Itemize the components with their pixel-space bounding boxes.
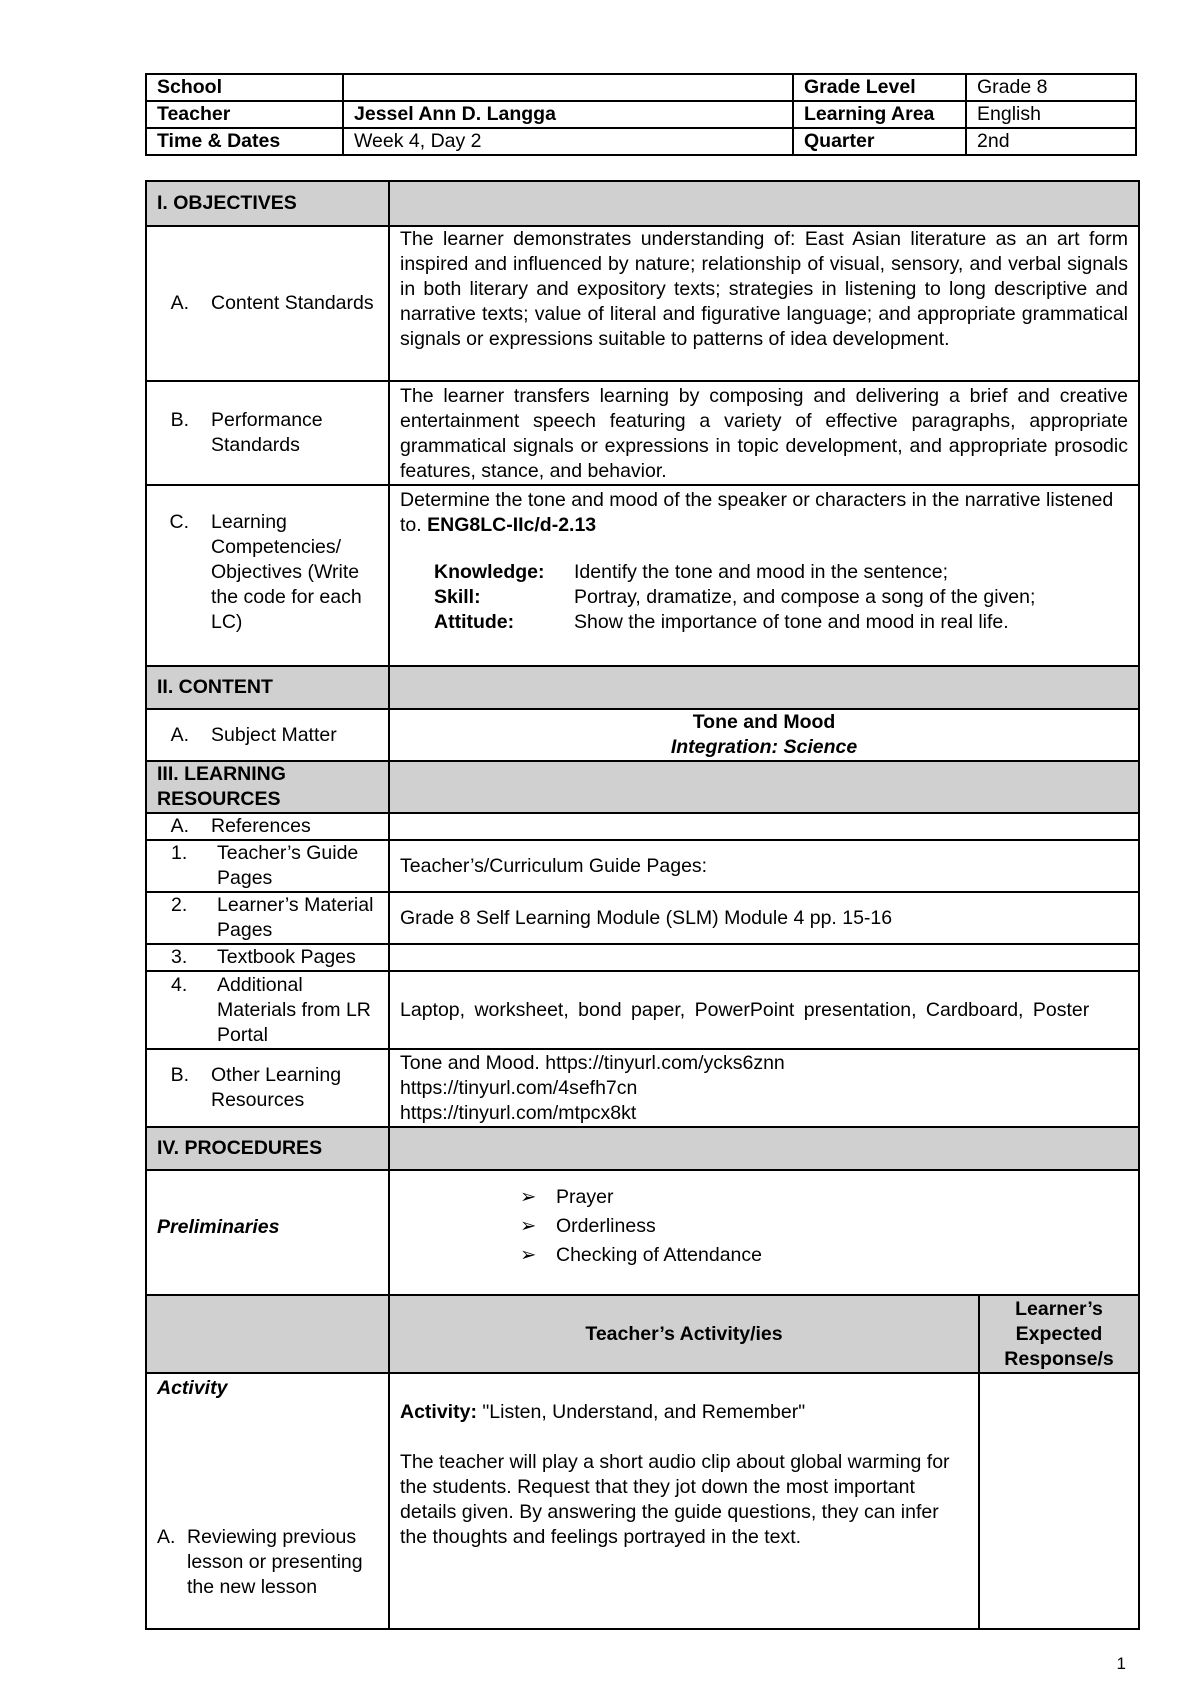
subject-matter-value <box>389 709 1139 761</box>
procedures-heading: IV. PROCEDURES <box>146 1127 389 1170</box>
quarter-value: 2nd <box>966 128 1136 155</box>
activity-label: Activity <box>157 1377 228 1399</box>
learning-area-value: English <box>966 101 1136 128</box>
topic-title: Tone and Mood <box>692 711 836 733</box>
arrow-bullet-icon: ➢ <box>520 1215 537 1237</box>
grade-level-value: Grade 8 <box>966 74 1136 101</box>
teachers-guide-label: 1. Teacher’s Guide Pages <box>146 840 389 892</box>
activity-cell <box>389 1373 979 1629</box>
integration-note: Integration: Science <box>670 736 858 758</box>
knowledge-row: Knowledge: Identify the tone and mood in the sentence; <box>434 561 949 583</box>
additional-materials-value: Laptop, worksheet, bond paper, PowerPoint presentation, Cardboard, Poster <box>389 971 1139 1049</box>
grade-level-label: Grade Level <box>793 74 966 101</box>
preliminaries-list-cell <box>389 1170 1139 1295</box>
learners-material-label: 2. Learner’s Material Pages <box>146 892 389 944</box>
learner-response-cell <box>979 1373 1139 1629</box>
header-table <box>145 73 1137 156</box>
page-number: 1 <box>1116 1654 1126 1673</box>
time-dates-value: Week 4, Day 2 <box>343 128 793 155</box>
arrow-bullet-icon: ➢ <box>520 1244 537 1266</box>
reviewing-label: A. Reviewing previous lesson or presenting the new lesson <box>157 1526 363 1598</box>
list-item: ➢ Checking of Attendance <box>520 1241 1128 1270</box>
teacher-label: Teacher <box>146 101 343 128</box>
content-standards-label: A. Content Standards <box>146 226 389 381</box>
content-standards-text: The learner demonstrates understanding of: East Asian literature as an art form inspired and influenced by nature; relationship of visual, sensory, and verbal signals in both literary and expository texts; strategies in listening to long descriptive and narrative texts; value of literal and figurative language; and appropriate grammatical signals or expressions suitable to patterns of idea development. <box>389 226 1139 381</box>
other-resource-line: https://tinyurl.com/mtpcx8kt <box>400 1101 637 1124</box>
performance-standards-text: The learner transfers learning by composing and delivering a brief and creative entertainment speech featuring a variety of effective paragraphs, appropriate grammatical signals or expressions in topic development, and appropriate prosodic features, stance, and behavior. <box>389 381 1139 485</box>
teachers-guide-value: Teacher’s/Curriculum Guide Pages: <box>389 840 1139 892</box>
other-resources-label: B. Other Learning Resources <box>146 1049 389 1127</box>
teacher-activity-header: Teacher’s Activity/ies <box>389 1295 979 1373</box>
learning-competencies-cell <box>389 485 1139 666</box>
other-resources-value <box>389 1049 1139 1127</box>
learning-area-label: Learning Area <box>793 101 966 128</box>
learners-material-value: Grade 8 Self Learning Module (SLM) Module 4 pp. 15-16 <box>389 892 1139 944</box>
time-dates-label: Time & Dates <box>146 128 343 155</box>
school-value <box>343 74 793 101</box>
skill-row: Skill: Portray, dramatize, and compose a song of the given; <box>434 586 1036 608</box>
list-item: ➢ Orderliness <box>520 1212 1128 1241</box>
attitude-row: Attitude: Show the importance of tone and mood in real life. <box>434 611 1009 633</box>
references-label: A. References <box>146 813 389 840</box>
resources-heading: III. LEARNING RESOURCES <box>146 761 389 813</box>
learning-competencies-label: C. Learning Competencies/ Objectives (Write the code for each LC) <box>146 485 389 666</box>
textbook-value <box>389 944 1139 971</box>
preliminaries-label: Preliminaries <box>146 1170 389 1295</box>
list-item: ➢ Prayer <box>520 1183 1128 1212</box>
learner-response-header: Learner’s Expected Response/s <box>979 1295 1139 1373</box>
preliminaries-list <box>400 1183 1128 1270</box>
subject-matter-label: A. Subject Matter <box>146 709 389 761</box>
competency-code: ENG8LC-IIc/d-2.13 <box>427 514 597 536</box>
other-resource-line: Tone and Mood. https://tinyurl.com/ycks6znn <box>400 1051 785 1074</box>
teacher-value: Jessel Ann D. Langga <box>343 101 793 128</box>
quarter-label: Quarter <box>793 128 966 155</box>
additional-materials-label: 4. Additional Materials from LR Portal <box>146 971 389 1049</box>
activity-label-cell <box>146 1373 389 1629</box>
textbook-label: 3. Textbook Pages <box>146 944 389 971</box>
objectives-heading: I. OBJECTIVES <box>146 181 389 226</box>
arrow-bullet-icon: ➢ <box>520 1186 537 1208</box>
other-resource-line: https://tinyurl.com/4sefh7cn <box>400 1076 638 1099</box>
activity-description: The teacher will play a short audio clip about global warming for the students. Request that they jot down the most important details given. By answering the guide questions, they can infer the thoughts and feelings portrayed in the text. <box>400 1451 950 1548</box>
activity-title: Activity: "Listen, Understand, and Remember" <box>400 1401 806 1423</box>
learning-competencies-text: Determine the tone and mood of the speaker or characters in the narrative listened to. ENG8LC-IIc/d-2.13 <box>400 489 1114 536</box>
school-label: School <box>146 74 343 101</box>
performance-standards-label: B. Performance Standards <box>146 381 389 485</box>
lesson-plan-table <box>145 180 1140 1630</box>
content-heading: II. CONTENT <box>146 666 389 709</box>
